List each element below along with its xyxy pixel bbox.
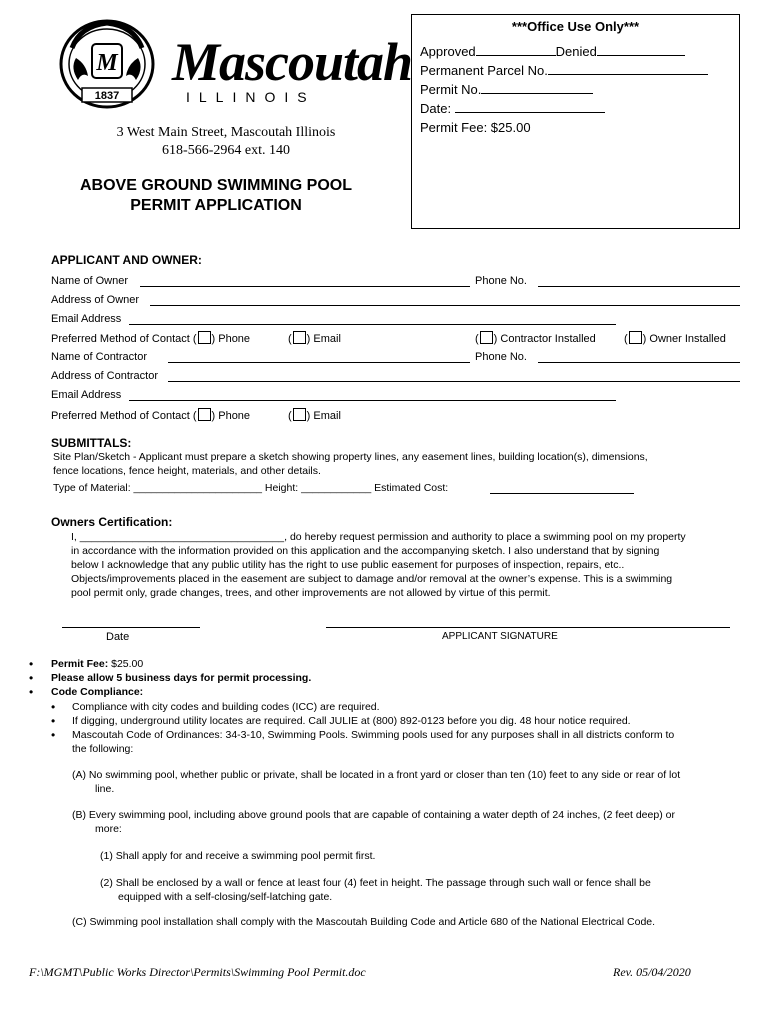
city-seal bbox=[58, 18, 156, 110]
city-phone: 618-566-2964 ext. 140 bbox=[162, 143, 290, 158]
certification-text-2: in accordance with the information provided on this application and the accompanying sketch. I also understand that by signing bbox=[71, 545, 660, 557]
owner-installed-checkbox[interactable] bbox=[629, 331, 642, 344]
contractor-phone-checkbox[interactable] bbox=[198, 408, 211, 421]
date-signature-field[interactable] bbox=[62, 627, 200, 628]
permit-no-line: Permit No. bbox=[420, 81, 593, 99]
ordinance-b1: (1) Shall apply for and receive a swimming pool permit first. bbox=[100, 850, 376, 862]
form-title-line1: ABOVE GROUND SWIMMING POOL bbox=[80, 177, 352, 194]
owner-name-label: Name of Owner bbox=[51, 275, 129, 287]
owner-phone-checkbox[interactable] bbox=[198, 331, 211, 344]
city-wordmark: Mascoutah bbox=[172, 32, 413, 92]
ordinance-b2: (2) Shall be enclosed by a wall or fence at least four (4) feet in height. The passage through such wall or fence shall be bbox=[100, 877, 651, 889]
applicant-signature-field[interactable] bbox=[326, 627, 730, 628]
applicant-signature-label: APPLICANT SIGNATURE bbox=[442, 631, 558, 642]
certification-text-3: below I acknowledge that any public utility has the right to use public easement for purposes of inspection, repairs, etc.. bbox=[71, 559, 625, 571]
certification-text-1: I, ___________________________________, do hereby request permission and authority to place a swimming pool on my property bbox=[71, 531, 686, 543]
contractor-name-label: Name of Contractor bbox=[51, 351, 147, 363]
office-permit-fee: Permit Fee: $25.00 bbox=[420, 120, 531, 135]
contractor-email-label: Email Address bbox=[51, 389, 122, 401]
date-label: Date bbox=[106, 631, 130, 643]
ordinance-a-cont: line. bbox=[95, 783, 115, 795]
bullet-icon: • bbox=[29, 671, 34, 685]
city-address: 3 West Main Street, Mascoutah Illinois bbox=[116, 125, 336, 140]
owner-email-field[interactable] bbox=[129, 324, 616, 325]
code-note-2: If digging, underground utility locates are required. Call JULIE at (800) 892-0123 before you dig. 48 hour notice required. bbox=[72, 715, 631, 727]
bullet-icon: • bbox=[29, 685, 34, 699]
owner-address-field[interactable] bbox=[150, 305, 740, 306]
owner-address-label: Address of Owner bbox=[51, 294, 140, 306]
bullet-icon: • bbox=[51, 700, 56, 714]
certification-heading: Owners Certification: bbox=[51, 515, 173, 529]
estimated-cost-field[interactable] bbox=[490, 493, 634, 494]
office-use-box bbox=[411, 14, 740, 229]
bullet-icon: • bbox=[51, 728, 56, 742]
certification-text-5: pool permit only, grade changes, trees, and other improvements are not allowed by virtue of this permit. bbox=[71, 587, 551, 599]
owner-email-checkbox[interactable] bbox=[293, 331, 306, 344]
contractor-email-option: ( ) Email bbox=[288, 410, 341, 422]
revision-date: Rev. 05/04/2020 bbox=[613, 965, 691, 979]
ordinance-a: (A) No swimming pool, whether public or private, shall be located in a front yard or closer than ten (10) feet to any side or rear of lot bbox=[72, 769, 681, 781]
seal-monogram: M bbox=[96, 50, 118, 76]
owner-name-field[interactable] bbox=[140, 286, 470, 287]
submittals-text-2: fence locations, fence height, materials, and other details. bbox=[53, 465, 321, 477]
ordinance-b-cont: more: bbox=[95, 823, 122, 835]
submittals-heading: SUBMITTALS: bbox=[51, 436, 132, 450]
owner-contact-method: Preferred Method of Contact ( ) Phone bbox=[51, 333, 251, 345]
file-path: F:\MGMT\Public Works Director\Permits\Swimming Pool Permit.doc bbox=[29, 965, 366, 979]
parcel-line: Permanent Parcel No. bbox=[420, 62, 708, 80]
certification-text-4: Objects/improvements placed in the easement are subject to damage and/or removal at the owner’s expense. This is a swimming bbox=[71, 573, 673, 585]
contractor-address-label: Address of Contractor bbox=[51, 370, 158, 382]
office-date-line: Date: bbox=[420, 100, 605, 118]
contractor-phone-label: Phone No. bbox=[475, 351, 527, 363]
office-use-title: ***Office Use Only*** bbox=[511, 19, 640, 34]
approved-denied-line: Approved Denied bbox=[420, 43, 685, 61]
contractor-email-checkbox[interactable] bbox=[293, 408, 306, 421]
owner-phone-label: Phone No. bbox=[475, 275, 527, 287]
ordinance-c: (C) Swimming pool installation shall comply with the Mascoutah Building Code and Article 680 of the National Electrical Code. bbox=[72, 916, 656, 928]
wordmark-state: ILLINOIS bbox=[186, 89, 316, 105]
seal-year: 1837 bbox=[94, 90, 120, 102]
bullet-icon: • bbox=[51, 714, 56, 728]
bullet-icon: • bbox=[29, 657, 34, 671]
code-compliance-heading: Code Compliance: bbox=[51, 686, 144, 698]
code-note-3-cont: the following: bbox=[72, 743, 134, 755]
contractor-phone-field[interactable] bbox=[538, 362, 740, 363]
owner-email-option: ( ) Email bbox=[288, 333, 341, 345]
code-note-1: Compliance with city codes and building codes (ICC) are required. bbox=[72, 701, 380, 713]
owner-email-label: Email Address bbox=[51, 313, 122, 325]
seal-icon bbox=[58, 18, 156, 110]
processing-note: Please allow 5 business days for permit processing. bbox=[51, 672, 312, 684]
owner-installed-option: ( ) Owner Installed bbox=[624, 333, 726, 345]
contractor-name-field[interactable] bbox=[168, 362, 470, 363]
contractor-address-field[interactable] bbox=[168, 381, 740, 382]
applicant-heading: APPLICANT AND OWNER: bbox=[51, 253, 202, 267]
ordinance-b2-cont: equipped with a self-closing/self-latching gate. bbox=[118, 891, 333, 903]
ordinance-b: (B) Every swimming pool, including above ground pools that are capable of containing a water depth of 24 inches, (2 feet deep) or bbox=[72, 809, 675, 821]
material-height-cost-line: Type of Material: ______________________ Height: ____________ Estimated Cost: bbox=[53, 482, 449, 494]
contractor-installed-option: ( ) Contractor Installed bbox=[475, 333, 596, 345]
contractor-installed-checkbox[interactable] bbox=[480, 331, 493, 344]
submittals-text-1: Site Plan/Sketch - Applicant must prepare a sketch showing property lines, any easement lines, building location(s), dimensions, bbox=[53, 451, 648, 463]
contractor-contact-method: Preferred Method of Contact ( ) Phone bbox=[51, 410, 251, 422]
code-note-3: Mascoutah Code of Ordinances: 34-3-10, Swimming Pools. Swimming pools used for any purposes shall in all districts conform to bbox=[72, 729, 675, 741]
owner-phone-field[interactable] bbox=[538, 286, 740, 287]
contractor-email-field[interactable] bbox=[129, 400, 616, 401]
permit-fee-note: Permit Fee: $25.00 bbox=[51, 658, 144, 670]
form-title-line2: PERMIT APPLICATION bbox=[130, 197, 302, 214]
